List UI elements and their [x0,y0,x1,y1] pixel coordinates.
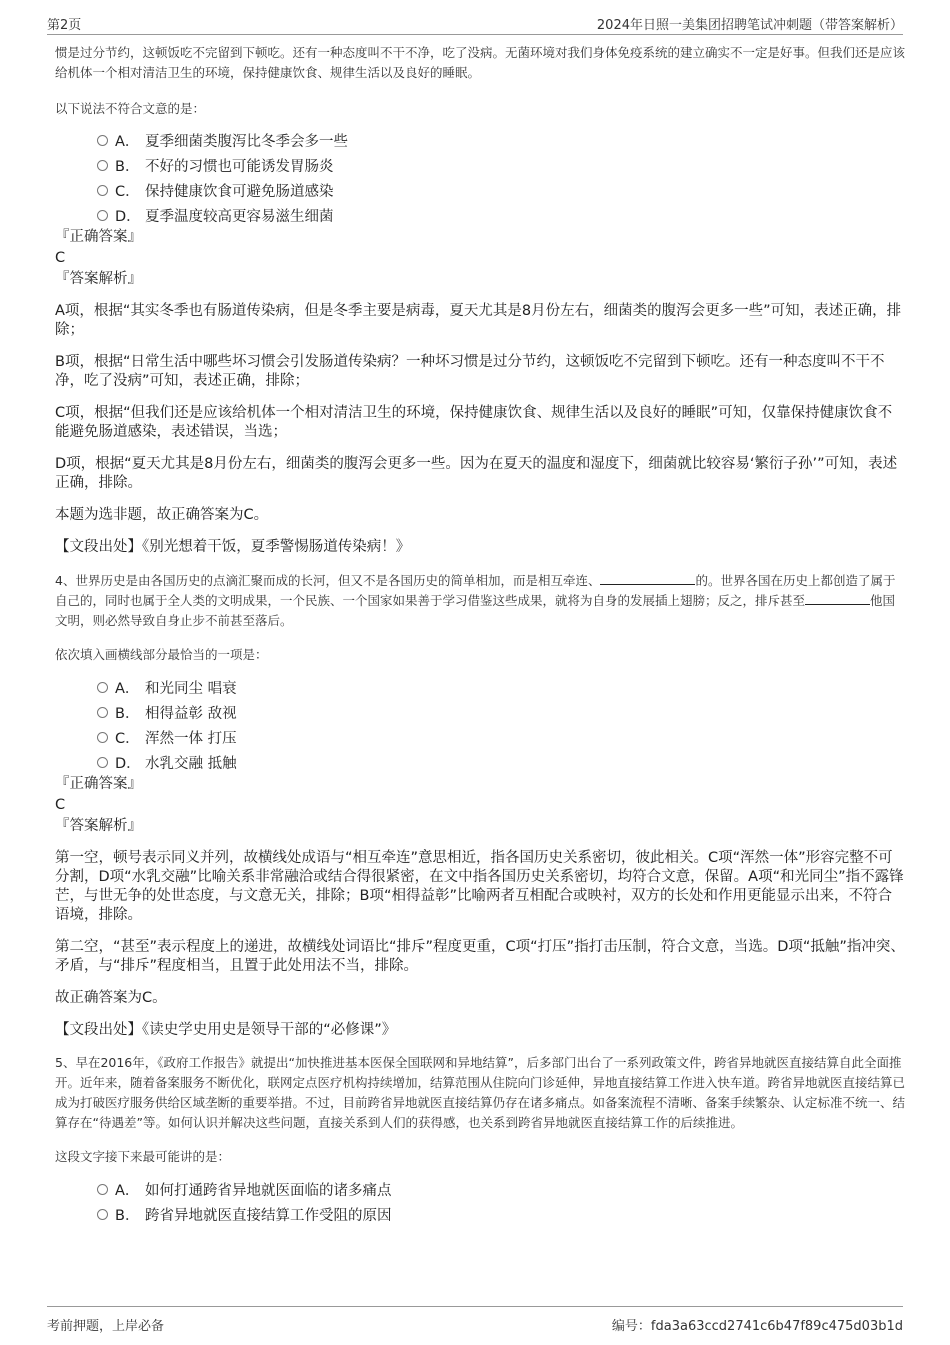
radio-button[interactable] [97,185,108,196]
q3-analysis-d: D项，根据“夏天尤其是8月份左右，细菌类的腹泻会更多一些。因为在夏天的温度和湿度下，细菌就比较容易‘繁衍子孙’”可知，表述正确，排除。 [55,456,898,491]
q3-options [55,130,905,230]
q4-source: 【文段出处】《读史学史用史是领导干部的“必修课”》 [55,1022,397,1038]
q4-options [55,677,905,777]
page-header [47,12,903,35]
q3-source: 【文段出处】《别光想着干饭，夏季警惕肠道传染病！》 [55,539,411,555]
radio-button[interactable] [97,732,108,743]
q5-options [55,1179,905,1229]
q3-option-a[interactable]: A． 夏季细菌类腹泻比冬季会多一些 [55,130,905,155]
q3-conclusion: 本题为选非题，故正确答案为C。 [55,507,269,523]
q3-option-c[interactable]: C． 保持健康饮食可避免肠道感染 [55,180,905,205]
q4-conclusion: 故正确答案为C。 [55,990,167,1006]
q4-passage: 4、世界历史是由各国历史的点滴汇聚而成的长河，但又不是各国历史的简单相加，而是相互牵连、 的。世界各国在历史上都创造了属于自己的，同时也属于全人类的文明成果，一个民族、一个国家如果善于学习借鉴这些成果，就将为自身的发展插上翅膀；反之，排斥甚至 他国文明，则必然导致自身止步不前甚至落后。 [55,573,896,628]
radio-button[interactable] [97,160,108,171]
q5-prompt: 这段文字接下来最可能讲的是： [55,1149,231,1164]
q4-analysis-label: 『答案解析』 [55,818,142,834]
q4-analysis-second-blank: 第二空，“甚至”表示程度上的递进，故横线处词语比“排斥”程度更重，C项“打压”指打击压制，符合文意，当选。D项“抵触”指冲突、矛盾，与“排斥”程度相当，且置于此处用法不当，排除。 [55,939,905,974]
q5-passage: 5、早在2016年，《政府工作报告》就提出“加快推进基本医保全国联网和异地结算”，后多部门出台了一系列政策文件，跨省异地就医直接结算自此全面推开。近年来，随着备案服务不断优化，联网定点医疗机构持续增加，结算范围从住院向门诊延伸，异地直接结算工作进入快车道。跨省异地就医直接结算已成为打破医疗服务供给区域垄断的重要举措。不过，目前跨省异地就医直接结算仍存在诸多痛点。如备案流程不清晰、备案手续繁杂、认定标准不统一、结算存在“待遇差”等。如何认识并解决这些问题，直接关系到人们的获得感，也关系到跨省异地就医直接结算工作的后续推进。 [55,1055,906,1130]
q3-passage-tail: 惯是过分节约，这顿饭吃不完留到下顿吃。还有一种态度叫不干不净，吃了没病。无菌环境对我们身体免疫系统的建立确实不一定是好事。但我们还是应该给机体一个相对清洁卫生的环境，保持健康饮食、规律生活以及良好的睡眠。 [55,45,906,80]
q3-option-b[interactable]: B． 不好的习惯也可能诱发胃肠炎 [55,155,905,180]
q3-analysis-b: B项，根据“日常生活中哪些坏习惯会引发肠道传染病？一种坏习惯是过分节约，这顿饭吃不完留到下顿吃。还有一种态度叫不干不净，吃了没病”可知，表述正确，排除； [55,354,885,389]
q4-prompt: 依次填入画横线部分最恰当的一项是： [55,647,268,662]
q3-option-d[interactable]: D． 夏季温度较高更容易滋生细菌 [55,205,905,230]
page-number: 第2页 [47,18,82,33]
fill-blank-1[interactable] [600,572,695,585]
radio-button[interactable] [97,707,108,718]
radio-button[interactable] [97,1209,108,1220]
radio-button[interactable] [97,210,108,221]
q3-answer-label: 『正确答案』 [55,229,142,245]
radio-button[interactable] [97,682,108,693]
q4-answer: C [55,797,66,813]
q4-option-a[interactable]: A． 和光同尘 唱衰 [55,677,905,702]
radio-button[interactable] [97,1184,108,1195]
q4-option-b[interactable]: B． 相得益彰 敌视 [55,702,905,727]
q3-analysis-a: A项，根据“其实冬季也有肠道传染病，但是冬季主要是病毒，夏天尤其是8月份左右，细菌类的腹泻会更多一些”可知，表述正确，排除； [55,303,902,338]
radio-button[interactable] [97,135,108,146]
q4-analysis-first-blank: 第一空，顿号表示同义并列，故横线处成语与“相互牵连”意思相近，指各国历史关系密切，彼此相关。C项“浑然一体”形容完整不可分割，D项“水乳交融”比喻关系非常融洽或结合得很紧密，在文中指各国历史关系密切，均符合文意，保留。A项“和光同尘”指不露锋芒，与世无争的处世态度，与文意无关，排除；B项“相得益彰”比喻两者互相配合或映衬，双方的长处和作用更能显示出来，不符合语境，排除。 [55,850,904,923]
q5-option-b[interactable]: B． 跨省异地就医直接结算工作受阻的原因 [55,1204,905,1229]
main-content [55,40,905,1229]
q5-option-a[interactable]: A． 如何打通跨省异地就医面临的诸多痛点 [55,1179,905,1204]
q4-option-d[interactable]: D． 水乳交融 抵触 [55,752,905,777]
q4-option-c[interactable]: C． 浑然一体 打压 [55,727,905,752]
radio-button[interactable] [97,757,108,768]
q3-analysis-c: C项，根据“但我们还是应该给机体一个相对清洁卫生的环境，保持健康饮食、规律生活以及良好的睡眠”可知，仅靠保持健康饮食不能避免肠道感染，表述错误，当选； [55,405,893,440]
q4-answer-label: 『正确答案』 [55,776,142,792]
document-title: 2024年日照一美集团招聘笔试冲刺题（带答案解析） [596,18,903,33]
document-serial: 编号：fda3a63ccd2741c6b47f89c475d03b1d [611,1319,903,1334]
page-footer [47,1306,903,1339]
q3-prompt: 以下说法不符合文意的是： [55,101,206,116]
q3-analysis-label: 『答案解析』 [55,271,142,287]
footer-slogan: 考前押题，上岸必备 [47,1319,165,1334]
fill-blank-2[interactable] [805,592,870,605]
q3-answer: C [55,250,66,266]
